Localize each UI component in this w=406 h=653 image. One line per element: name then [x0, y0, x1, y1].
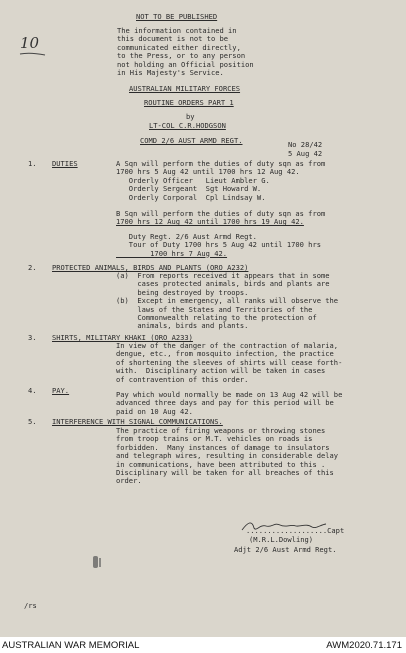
item-line: in communications, have been attributed to this . [116, 459, 326, 469]
item-body [116, 272, 338, 331]
item-body [116, 391, 342, 416]
item-line: Pay which would normally be made on 13 Aug 42 will be [116, 390, 343, 399]
item-line: 1700 hrs 5 Aug 42 until 1700 hrs 12 Aug 42. [116, 167, 300, 177]
item-line: being destroyed by troops. [116, 287, 249, 297]
item-line: 1700 hrs 7 Aug 42. [116, 248, 228, 258]
item-line: (a) From reports received it appears that in some [116, 271, 330, 280]
item-line: 1700 hrs 12 Aug 42 until 1700 hrs 19 Aug 42. [116, 217, 304, 227]
notice-line: The information contained in [117, 26, 237, 35]
notice-line: this document is not to be [117, 34, 229, 44]
footer-accession-number: AWM2020.71.171 [326, 640, 402, 651]
notice-line: not holding an Official position [117, 59, 254, 69]
item-line: and telegraph wires, resulting in considerable delay [116, 451, 339, 461]
orders-title: ROUTINE ORDERS PART 1 [144, 98, 234, 107]
order-date: 5 Aug 42 [288, 149, 323, 158]
ink-mark [99, 558, 101, 567]
security-notice [117, 27, 254, 77]
item-line: A Sqn will perform the duties of duty sqn as from [116, 159, 326, 168]
notice-line: communicated either directly, [117, 42, 241, 52]
item-line: advanced three days and pay for this period will be [116, 398, 334, 408]
security-heading: NOT TO BE PUBLISHED [136, 12, 218, 21]
item-line: laws of the States and Territories of the [116, 304, 313, 314]
item-heading: INTERFERENCE WITH SIGNAL COMMUNICATIONS. [52, 417, 223, 426]
item-line: dengue, etc., from mosquito infection, the practice [116, 349, 334, 359]
archive-footer [0, 637, 406, 653]
handwritten-page-number: 10 [20, 34, 40, 52]
item-number: 2. [28, 263, 37, 272]
signatory-role: Adjt 2/6 Aust Armd Regt. [234, 545, 337, 554]
commander-name: LT-COL C.R.HODGSON [149, 121, 226, 130]
typist-reference: /rs [24, 601, 37, 610]
item-body [116, 427, 338, 486]
item-line: Duty Regt. 2/6 Aust Armd Regt. [116, 231, 257, 241]
signatory-name: (M.R.L.Dowling) [249, 535, 314, 544]
ink-mark [93, 556, 98, 568]
item-number: 1. [28, 159, 37, 168]
item-line: The practice of firing weapons or throwing stones [116, 426, 326, 435]
item-line: B Sqn will perform the duties of duty sqn as from [116, 209, 326, 219]
item-number: 5. [28, 417, 37, 426]
item-heading: PROTECTED ANIMALS, BIRDS AND PLANTS (ORO A232) [52, 263, 249, 272]
item-line: cases protected animals, birds and plants are [116, 279, 330, 289]
item-number: 4. [28, 386, 37, 395]
item-line: Orderly Sergeant Sgt Howard W. [116, 184, 262, 194]
item-body [116, 342, 342, 384]
item-line: forbidden. Many instances of damage to insulators [116, 442, 330, 452]
item-line: (b) Except in emergency, all ranks will observe the [116, 296, 339, 306]
item-line: Orderly Corporal Cpl Lindsay W. [116, 192, 266, 202]
item-heading: PAY. [52, 386, 70, 395]
footer-institution: AUSTRALIAN WAR MEMORIAL [2, 640, 140, 651]
item-heading: DUTIES [52, 159, 78, 168]
item-line: from troop trains or M.T. vehicles on roads is [116, 434, 313, 444]
item-line: In view of the danger of the contraction of malaria, [116, 341, 339, 350]
item-line: order. [116, 476, 142, 486]
page-number-underline [18, 51, 48, 57]
unit-name: COMD 2/6 AUST ARMD REGT. [140, 136, 243, 145]
item-line: Commonwealth relating to the protection of [116, 313, 317, 323]
item-line: paid on 10 Aug 42. [116, 406, 193, 416]
force-title: AUSTRALIAN MILITARY FORCES [129, 84, 241, 93]
item-body [116, 160, 325, 258]
item-line: Tour of Duty 1700 hrs 5 Aug 42 until 1700 hrs [116, 240, 321, 250]
item-line: Orderly Officer Lieut Ambler G. [116, 175, 270, 185]
notice-line: in His Majesty's Service. [117, 68, 224, 78]
item-line: of shortening the sleeves of shirts will cease forth- [116, 357, 343, 367]
item-line: of contravention of this order. [116, 374, 249, 384]
item-heading: SHIRTS, MILITARY KHAKI (ORO A233) [52, 333, 193, 342]
notice-line: to the Press, or to any person [117, 51, 246, 61]
order-number: No 28/42 [288, 140, 323, 149]
item-line: Disciplinary will be taken for all breaches of this [116, 468, 334, 478]
by-label: by [186, 112, 195, 121]
item-line: animals, birds and plants. [116, 321, 249, 331]
item-line: with. Disciplinary action will be taken in cases [116, 366, 326, 376]
item-number: 3. [28, 333, 37, 342]
signature-line: ...................Capt [246, 526, 345, 535]
